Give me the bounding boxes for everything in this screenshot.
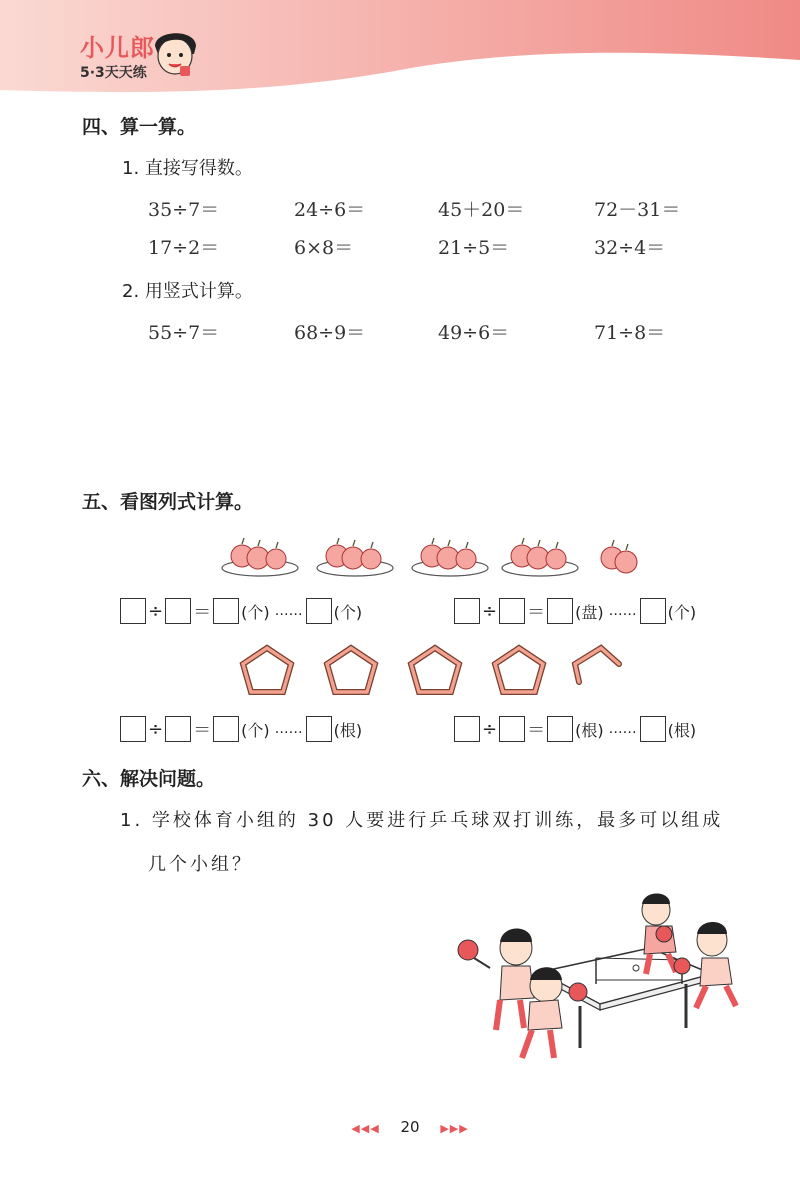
remainder-dots: …… xyxy=(274,721,303,737)
section5-title: 五、看图列式计算。 xyxy=(82,491,254,513)
unit-label: (根) xyxy=(667,720,697,740)
divide-sign: ÷ xyxy=(482,718,498,740)
unit-label: (个) xyxy=(241,602,270,622)
answer-box[interactable] xyxy=(454,716,480,742)
divide-sign: ÷ xyxy=(148,600,164,622)
expr-71-div-8: 71÷8＝ xyxy=(594,322,666,344)
loose-apples xyxy=(601,540,637,573)
answer-box[interactable] xyxy=(547,716,573,742)
answer-box[interactable] xyxy=(120,716,146,742)
answer-box[interactable] xyxy=(640,598,666,624)
answer-box[interactable] xyxy=(454,598,480,624)
expr-17-div-2: 17÷2＝ xyxy=(148,237,220,259)
divide-sign: ÷ xyxy=(482,600,498,622)
remainder-dots: …… xyxy=(608,603,637,619)
answer-box[interactable] xyxy=(499,716,525,742)
expr-24-div-6: 24÷6＝ xyxy=(294,199,366,221)
ping-pong-illustration xyxy=(450,888,750,1066)
divide-sign: ÷ xyxy=(148,718,164,740)
problem1-line1: 1. 学校体育小组的 30 人要进行乒乓球双打训练，最多可以组成 xyxy=(120,810,724,831)
section6-title: 六、解决问题。 xyxy=(82,768,216,790)
mascot-icon xyxy=(150,24,200,80)
equals-sign: ＝ xyxy=(193,602,212,623)
stick-partial xyxy=(575,648,619,682)
answer-box[interactable] xyxy=(499,598,525,624)
unit-label: (根) xyxy=(333,720,363,740)
equals-sign: ＝ xyxy=(527,720,546,741)
unit-label: (盘) xyxy=(575,602,604,622)
unit-label: (个) xyxy=(667,602,697,622)
apple-equation-2 xyxy=(454,598,698,624)
logo-subtitle: 5·3天天练 xyxy=(80,65,147,81)
remainder-dots: …… xyxy=(274,603,303,619)
equals-sign: ＝ xyxy=(527,602,546,623)
unit-label: (根) xyxy=(575,720,604,740)
answer-box[interactable] xyxy=(306,598,332,624)
expr-49-div-6: 49÷6＝ xyxy=(438,322,510,344)
left-arrows-icon: ◀◀◀ xyxy=(351,1122,380,1135)
problem1-line2: 几个小组？ xyxy=(148,854,253,875)
player-icon xyxy=(674,922,736,1008)
apple-plate-4 xyxy=(502,538,578,576)
answer-box[interactable] xyxy=(640,716,666,742)
stick-equation-1 xyxy=(120,716,364,742)
logo-title: 小儿郎 xyxy=(80,34,155,62)
expr-72-minus-31: 72－31＝ xyxy=(594,199,681,221)
right-arrows-icon: ▶▶▶ xyxy=(440,1122,469,1135)
expr-21-div-5: 21÷5＝ xyxy=(438,237,510,259)
player-icon xyxy=(458,929,534,1031)
stick-equation-2 xyxy=(454,716,698,742)
remainder-dots: …… xyxy=(608,721,637,737)
apple-plate-3 xyxy=(412,538,488,576)
page-number-footer xyxy=(350,1118,470,1136)
expr-32-div-4: 32÷4＝ xyxy=(594,237,666,259)
expr-6-times-8: 6×8＝ xyxy=(294,237,354,259)
apple-plate-1 xyxy=(222,538,298,576)
apple-plate-2 xyxy=(317,538,393,576)
section4-part1-title: 1. 直接写得数。 xyxy=(122,158,253,179)
section4-part2-title: 2. 用竖式计算。 xyxy=(122,281,253,302)
stick-pentagons-illustration xyxy=(235,642,635,702)
expr-35-div-7: 35÷7＝ xyxy=(148,199,220,221)
answer-box[interactable] xyxy=(165,716,191,742)
equals-sign: ＝ xyxy=(193,720,212,741)
expr-45-plus-20: 45＋20＝ xyxy=(438,199,525,221)
answer-box[interactable] xyxy=(547,598,573,624)
unit-label: (个) xyxy=(333,602,363,622)
expr-55-div-7: 55÷7＝ xyxy=(148,322,220,344)
apple-equation-1 xyxy=(120,598,364,624)
answer-box[interactable] xyxy=(306,716,332,742)
answer-box[interactable] xyxy=(213,716,239,742)
page-number: 20 xyxy=(400,1118,420,1136)
unit-label: (个) xyxy=(241,720,270,740)
answer-box[interactable] xyxy=(213,598,239,624)
answer-box[interactable] xyxy=(120,598,146,624)
apple-plates-illustration xyxy=(220,526,650,582)
section4-title: 四、算一算。 xyxy=(82,116,197,138)
answer-box[interactable] xyxy=(165,598,191,624)
expr-68-div-9: 68÷9＝ xyxy=(294,322,366,344)
